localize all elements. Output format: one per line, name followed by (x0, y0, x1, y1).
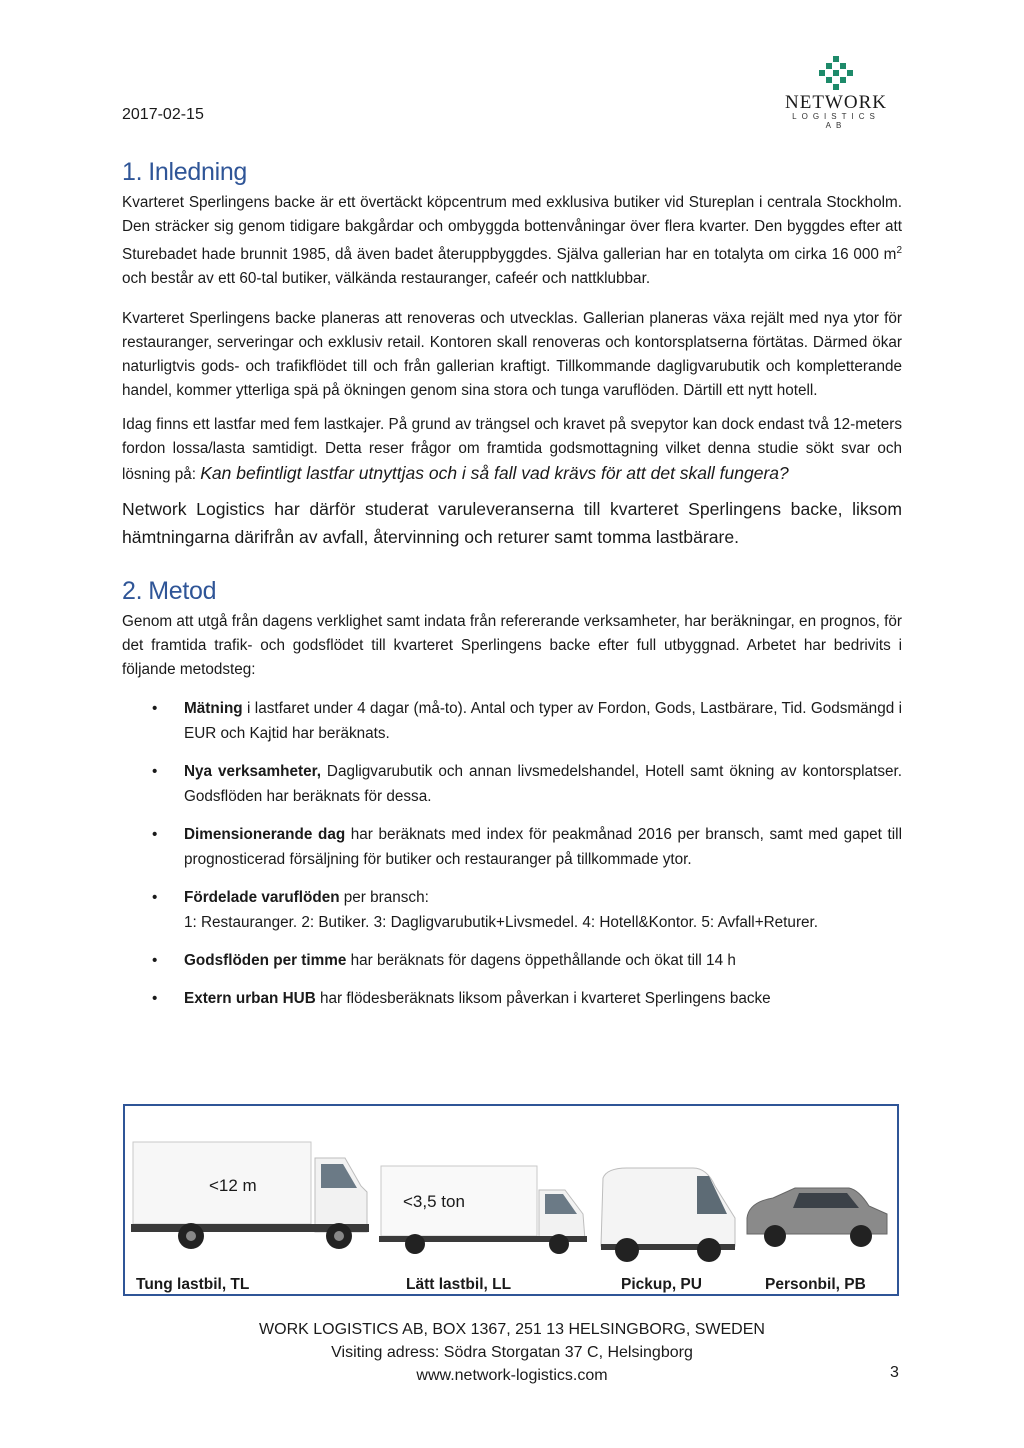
section-1-number: 1. (122, 158, 143, 186)
document-date: 2017-02-15 (122, 106, 204, 123)
list-item: • Dimensionerande dag har beräknats med index för peakmånad 2016 per bransch, samt med gapet till prognosticerad försäljning för butiker och restauranger på tillkommade ytor. (152, 826, 902, 869)
list-item: • Nya verksamheter, Dagligvarubutik och annan livsmedelshandel, Hotell samt ökning av kontorsplatser. Godsflöden har beräknats för dessa. (152, 763, 902, 806)
truck-length-label: <12 m (209, 1176, 257, 1195)
section-1-heading (122, 158, 902, 187)
vehicle-label-light: Lätt lastbil, LL (406, 1276, 512, 1293)
vehicle-label-car: Personbil, PB (765, 1276, 866, 1293)
vehicle-types-figure (123, 1104, 899, 1296)
list-item: • Fördelade varuflöden per bransch: 1: Restauranger. 2: Butiker. 3: Dagligvarubutik+Livsmedel. 4: Hotell&Kontor. 5: Avfall+Returer. (152, 889, 819, 932)
method-steps-list (122, 696, 902, 1011)
footer-website: www.network-logistics.com (416, 1367, 608, 1384)
paragraph-1: Kvarteret Sperlingens backe är ett övertäckt köpcentrum med exklusiva butiker vid Stureplan i centrala Stockholm. Den sträcker sig genom tidigare bakgårdar och ombyggda bottenvåningar över flera kvarter. Den byggdes efter att Sturebadet hade brunnit 1985, då även badet återuppbyggdes. Själva gallerian har en totalyta om cirka 16 000 $m^2$ och består av ett 60-tal butiker, välkända restauranger, cafeér och nattklubbar. (122, 194, 902, 288)
vehicle-label-heavy: Tung lastbil, TL (136, 1276, 250, 1293)
section-2-heading (122, 577, 902, 606)
logo-diamond-icon (819, 56, 853, 90)
list-item: • Extern urban HUB har flödesberäknats liksom påverkan i kvarteret Sperlingens backe (152, 990, 771, 1008)
page-footer (122, 1318, 902, 1387)
light-weight-label: <3,5 ton (403, 1192, 465, 1211)
section-1-title: Inledning (148, 158, 248, 186)
superscript-2: 2 (896, 245, 902, 256)
logo-subtitle: LOGISTICS AB (792, 112, 880, 130)
page-number: 3 (890, 1364, 899, 1381)
paragraph-2: Kvarteret Sperlingens backe planeras att renoveras och utvecklas. Gallerian planeras växa rejält med nya ytor för restauranger, serveringar och exklusiv retail. Kontoren skall renoveras och kontorsplatserna förtätas. Därmed ökar naturligtvis gods- och trafikflödet till och från gallerian kraftigt. Tillkommande dagligvarubutik och kompletterande handel, kommer ytterliga spä på ökningen genom sina stora och tunga varuflöden. Därtill ett nytt hotell. (122, 310, 902, 400)
section-2-title: Metod (148, 577, 217, 606)
logo-name: NETWORK (785, 92, 887, 113)
footer-visiting-address: Visiting adress: Södra Storgatan 37 C, Helsingborg (331, 1344, 693, 1361)
company-logo (780, 56, 892, 130)
research-question: Kan befintligt lastfar utnyttjas och i så fall vad krävs för att det skall fungera? (200, 463, 789, 484)
car-icon (743, 1184, 891, 1254)
paragraph-4: Network Logistics har därför studerat varuleveranserna till kvarteret Sperlingens backe, liksom hämtningarna därifrån av avfall, återvinning och returer samt tomma lastbärare. (122, 499, 902, 548)
vehicle-label-pickup: Pickup, PU (621, 1276, 702, 1293)
paragraph-3: Idag finns ett lastfar med fem lastkajer. På grund av trängsel och kravet på svepytor kan dock endast två 12-meters fordon lossa/lasta samtidigt. Detta reser frågor om framtida godsmottagning vilket denna studie sökt svar och lösning på: Kan befintligt lastfar utnyttjas och i så fall vad krävs för att det skall fungera? (122, 416, 902, 484)
method-intro: Genom att utgå från dagens verklighet samt indata från refererande verksamheter, har beräkningar, en prognos, för det framtida trafik- och godsflödet till kvarteret Sperlingens backe efter full utbyggnad. Arbetet har bedrivits i följande metodsteg: (122, 613, 902, 679)
footer-address: WORK LOGISTICS AB, BOX 1367, 251 13 HELSINGBORG, SWEDEN (259, 1321, 765, 1338)
section-2-number: 2. (122, 577, 143, 606)
list-item: • Mätning i lastfaret under 4 dagar (må-to). Antal och typer av Fordon, Gods, Lastbärare, Tid. Godsmängd i EUR och Kajtid har beräknats. (152, 700, 902, 743)
document-body (122, 158, 902, 1024)
van-icon (597, 1166, 739, 1264)
list-item: • Godsflöden per timme har beräknats för dagens öppethållande och ökat till 14 h (152, 952, 736, 970)
